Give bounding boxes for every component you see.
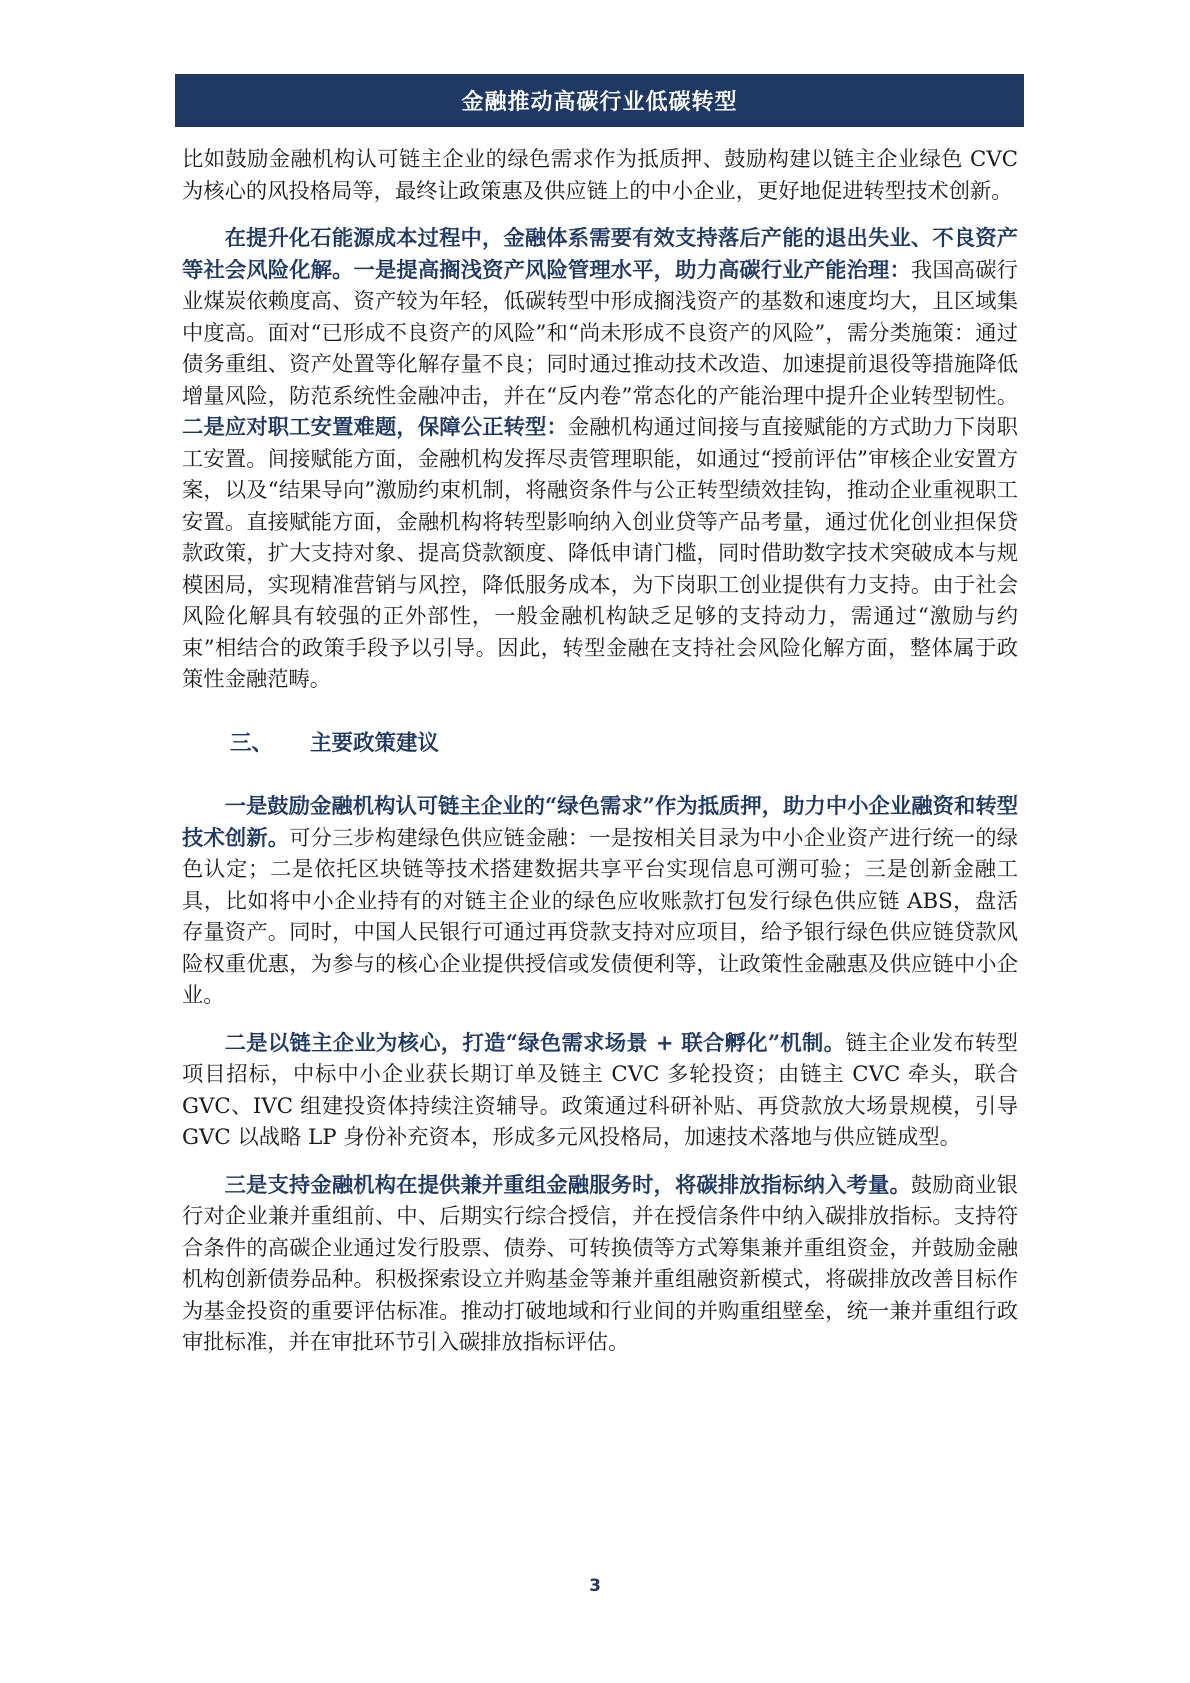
section-title: 主要政策建议: [310, 730, 440, 756]
paragraph-text-2: 金融机构通过间接与直接赋能的方式助力下岗职工安置。间接赋能方面，金融机构发挥尽责管理职能，如通过“授前评估”审核企业安置方案，以及“结果导向”激励约束机制，将融资条件与公正转型绩效挂钩，推动企业重视职工安置。直接赋能方面，金融机构将转型影响纳入创业贷等产品考量，通过优化创业担保贷款政策，扩大支持对象、提高贷款额度、降低申请门槛，同时借助数字技术突破成本与规模困局，实现精准营销与风控，降低服务成本，为下岗职工创业提供有力支持。由于社会风险化解具有较强的正外部性，一般金融机构缺乏足够的支持动力，需通过“激励与约束”相结合的政策手段予以引导。因此，转型金融在支持社会风险化解方面，整体属于政策性金融范畴。: [182, 415, 1018, 692]
section-heading: [230, 728, 1018, 760]
recommendation-1: [182, 791, 1018, 1012]
page-header: [175, 74, 1024, 127]
header-title: 金融推动高碳行业低碳转型: [461, 90, 738, 115]
recommendation-text: 可分三步构建绿色供应链金融：一是按相关目录为中小企业资产进行统一的绿色认定；二是依托区块链等技术搭建数据共享平台实现信息可溯可验；三是创新金融工具，比如将中小企业持有的对链主企业的绿色应收账款打包发行绿色供应链 ABS，盘活存量资产。同时，中国人民银行可通过再贷款支持对应项目，给予银行绿色供应链贷款风险权重优惠，为参与的核心企业提供授信或发债便利等，让政策性金融惠及供应链中小企业。: [182, 825, 1018, 1008]
recommendation-2: [182, 1028, 1018, 1154]
paragraph-text: 我国高碳行业煤炭依赖度高、资产较为年轻，低碳转型中形成搁浅资产的基数和速度均大，且区域集中度高。面对“已形成不良资产的风险”和“尚未形成不良资产的风险”，需分类施策：通过债务重组、资产处置等化解存量不良；同时通过推动技术改造、加速提前退役等措施降低增量风险，防范系统性金融冲击，并在“反内卷”常态化的产能治理中提升企业转型韧性。: [182, 257, 1018, 409]
paragraph-lead-2: 二是应对职工安置难题，保障公正转型：: [182, 415, 568, 440]
section-number: 三、: [230, 730, 274, 756]
recommendation-lead: 一是鼓励金融机构认可链主企业的“绿色需求”作为抵质押，助力中小企业融资和转型技术创新。: [182, 794, 1018, 851]
recommendation-text: 鼓励商业银行对企业兼并重组前、中、后期实行综合授信，并在授信条件中纳入碳排放指标。支持符合条件的高碳企业通过发行股票、债券、可转换债等方式筹集兼并重组资金，并鼓励金融机构创新债券品种。积极探索设立并购基金等兼并重组融资新模式，将碳排放改善目标作为基金投资的重要评估标准。推动打破地域和行业间的并购重组壁垒，统一兼并重组行政审批标准，并在审批环节引入碳排放指标评估。: [182, 1172, 1018, 1355]
recommendation-text: 链主企业发布转型项目招标，中标中小企业获长期订单及链主 CVC 多轮投资；由链主 CVC 牵头，联合 GVC、IVC 组建投资体持续注资辅导。政策通过科研补贴、再贷款放大场景规模，引导 GVC 以战略 LP 身份补充资本，形成多元风投格局，加速技术落地与供应链成型。: [182, 1030, 1018, 1150]
page-number: 3: [589, 1576, 601, 1596]
recommendation-3: [182, 1170, 1018, 1359]
paragraph-lead: 在提升化石能源成本过程中，金融体系需要有效支持落后产能的退出失业、不良资产等社会风险化解。一是提高搁浅资产风险管理水平，助力高碳行业产能治理：: [182, 226, 1018, 283]
recommendation-lead: 二是以链主企业为核心，打造“绿色需求场景 + 联合孵化”机制。: [224, 1030, 846, 1056]
recommendation-lead: 三是支持金融机构在提供兼并重组金融服务时，将碳排放指标纳入考量。: [224, 1172, 911, 1198]
paragraph-continuation: [182, 144, 1018, 207]
paragraph-social-risk: [182, 223, 1018, 696]
document-body: [182, 144, 1018, 1375]
paragraph-text: 比如鼓励金融机构认可链主企业的绿色需求作为抵质押、鼓励构建以链主企业绿色 CVC 为核心的风投格局等，最终让政策惠及供应链上的中小企业，更好地促进转型技术创新。: [182, 147, 1018, 204]
